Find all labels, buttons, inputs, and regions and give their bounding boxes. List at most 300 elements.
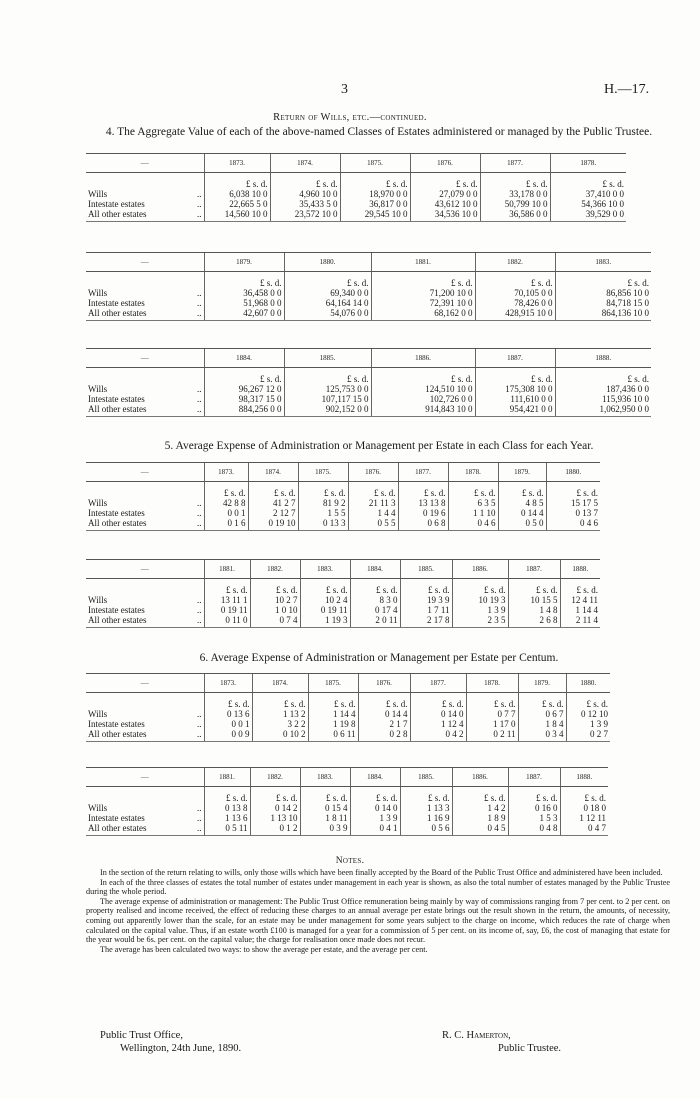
unit-header: £ s. d. <box>560 579 600 595</box>
unit-header: £ s. d. <box>308 693 358 709</box>
leader-dots: .. <box>197 307 202 318</box>
value-cell: 0 13 8 <box>204 803 250 813</box>
unit-header: £ s. d. <box>550 173 626 189</box>
unit-header: £ s. d. <box>371 368 475 384</box>
value-cell: 18,970 0 0 <box>340 189 410 199</box>
unit-header: £ s. d. <box>518 693 566 709</box>
unit-header: £ s. d. <box>400 579 452 595</box>
unit-header: £ s. d. <box>204 482 248 498</box>
year-header-row <box>86 674 610 693</box>
header-dash <box>86 560 204 579</box>
unit-header: £ s. d. <box>204 368 284 384</box>
row-label <box>86 605 204 615</box>
value-cell: 69,340 0 0 <box>284 288 371 298</box>
dash-mark: — <box>140 564 149 573</box>
year-header: 1875. <box>340 154 410 173</box>
value-cell: 175,308 10 0 <box>475 384 555 394</box>
intestate-estates-row <box>86 199 626 209</box>
value-cell: 0 10 2 <box>252 729 308 742</box>
year-header: 1880. <box>546 463 600 482</box>
row-label-text: Intestate estates <box>88 718 145 729</box>
unit-row <box>86 693 610 709</box>
year-header: 1888. <box>555 349 651 368</box>
unit-header: £ s. d. <box>546 482 600 498</box>
row-label <box>86 199 204 209</box>
year-header: 1874. <box>270 154 340 173</box>
notes-body <box>86 868 670 954</box>
value-cell: 6,038 10 0 <box>204 189 270 199</box>
unit-row <box>86 787 608 803</box>
row-label <box>86 508 204 518</box>
value-cell: 78,426 0 0 <box>475 298 555 308</box>
value-cell: 1 13 6 <box>204 813 250 823</box>
value-cell: 27,079 0 0 <box>410 189 480 199</box>
row-label-text: Wills <box>88 383 108 394</box>
value-cell: 428,915 10 0 <box>475 308 555 321</box>
unit-header: £ s. d. <box>204 787 250 803</box>
value-cell: 43,612 10 0 <box>410 199 480 209</box>
row-label <box>86 404 204 417</box>
value-cell: 36,586 0 0 <box>480 209 550 222</box>
value-cell: 42,607 0 0 <box>204 308 284 321</box>
all-other-estates-row <box>86 615 600 628</box>
row-label <box>86 803 204 813</box>
leader-dots: .. <box>197 802 202 813</box>
value-cell: 4 8 5 <box>498 498 546 508</box>
value-cell: 0 3 9 <box>300 823 350 836</box>
value-cell: 98,317 15 0 <box>204 394 284 404</box>
year-header: 1878. <box>550 154 626 173</box>
year-header: 1882. <box>250 768 300 787</box>
row-label-text: All other estates <box>88 822 147 833</box>
value-cell: 1 14 4 <box>308 709 358 719</box>
unit-header: £ s. d. <box>452 579 508 595</box>
value-cell: 1 1 10 <box>448 508 498 518</box>
value-cell: 0 14 4 <box>498 508 546 518</box>
intestate-estates-row <box>86 298 651 308</box>
value-cell: 1 14 4 <box>560 605 600 615</box>
year-header: 1884. <box>204 349 284 368</box>
year-header: 1885. <box>400 768 452 787</box>
unit-label-blank <box>86 272 204 288</box>
unit-header: £ s. d. <box>475 368 555 384</box>
value-cell: 115,936 10 0 <box>555 394 651 404</box>
value-cell: 36,458 0 0 <box>204 288 284 298</box>
value-cell: 0 13 3 <box>298 518 348 531</box>
value-cell: 13 11 1 <box>204 595 250 605</box>
value-cell: 71,200 10 0 <box>371 288 475 298</box>
value-cell: 29,545 10 0 <box>340 209 410 222</box>
unit-header: £ s. d. <box>448 482 498 498</box>
value-cell: 914,843 10 0 <box>371 404 475 417</box>
document-reference: H.—17. <box>604 82 650 97</box>
value-cell: 1 8 11 <box>300 813 350 823</box>
year-header: 1883. <box>300 560 350 579</box>
year-header: 1878. <box>448 463 498 482</box>
value-cell: 54,366 10 0 <box>550 199 626 209</box>
unit-row <box>86 368 651 384</box>
value-cell: 2 1 7 <box>358 719 410 729</box>
value-cell: 8 3 0 <box>350 595 400 605</box>
unit-header: £ s. d. <box>560 787 608 803</box>
value-cell: 884,256 0 0 <box>204 404 284 417</box>
header-dash <box>86 463 204 482</box>
value-cell: 50,799 10 0 <box>480 199 550 209</box>
value-cell: 3 2 2 <box>252 719 308 729</box>
return-table <box>86 153 626 222</box>
unit-row <box>86 272 651 288</box>
value-cell: 0 5 5 <box>348 518 398 531</box>
wills-row <box>86 189 626 199</box>
header-dash <box>86 768 204 787</box>
value-cell: 0 18 0 <box>560 803 608 813</box>
value-cell: 0 3 4 <box>518 729 566 742</box>
value-cell: 37,410 0 0 <box>550 189 626 199</box>
wills-row <box>86 288 651 298</box>
value-cell: 1 8 9 <box>452 813 508 823</box>
value-cell: 81 9 2 <box>298 498 348 508</box>
value-cell: 0 14 0 <box>410 709 466 719</box>
value-cell: 1 13 10 <box>250 813 300 823</box>
value-cell: 70,105 0 0 <box>475 288 555 298</box>
value-cell: 0 6 8 <box>398 518 448 531</box>
value-cell: 4,960 10 0 <box>270 189 340 199</box>
row-label-text: Wills <box>88 594 108 605</box>
value-cell: 0 19 11 <box>204 605 250 615</box>
value-cell: 0 7 7 <box>466 709 518 719</box>
year-header: 1880. <box>284 253 371 272</box>
value-cell: 1 19 8 <box>308 719 358 729</box>
value-cell: 187,436 0 0 <box>555 384 651 394</box>
row-label-text: Intestate estates <box>88 198 145 209</box>
year-header-row <box>86 154 626 173</box>
year-header: 1879. <box>204 253 284 272</box>
value-cell: 0 4 8 <box>508 823 560 836</box>
leader-dots: .. <box>197 287 202 298</box>
year-header: 1886. <box>371 349 475 368</box>
unit-row <box>86 173 626 189</box>
value-cell: 2 11 4 <box>560 615 600 628</box>
all-other-estates-row <box>86 729 610 742</box>
note-paragraph: In each of the three classes of estates the total number of estates under management in each year is shown, as also the total number of estates managed by the Public Trustee during the whole period. <box>86 877 670 897</box>
value-cell: 68,162 0 0 <box>371 308 475 321</box>
value-cell: 124,510 10 0 <box>371 384 475 394</box>
value-cell: 1 19 3 <box>300 615 350 628</box>
value-cell: 14,560 10 0 <box>204 209 270 222</box>
value-cell: 84,718 15 0 <box>555 298 651 308</box>
section-title: 6. Average Expense of Administration or Management per Estate per Centum. <box>199 652 559 664</box>
row-label <box>86 813 204 823</box>
year-header-row <box>86 463 600 482</box>
year-header: 1887. <box>508 560 560 579</box>
leader-dots: .. <box>197 604 202 615</box>
value-cell: 15 17 5 <box>546 498 600 508</box>
unit-header: £ s. d. <box>300 787 350 803</box>
wills-row <box>86 384 651 394</box>
value-cell: 111,610 0 0 <box>475 394 555 404</box>
value-cell: 0 0 1 <box>204 508 248 518</box>
year-header: 1873. <box>204 154 270 173</box>
row-label <box>86 518 204 531</box>
leader-dots: .. <box>197 728 202 739</box>
unit-header: £ s. d. <box>555 368 651 384</box>
value-cell: 0 17 4 <box>350 605 400 615</box>
value-cell: 1,062,950 0 0 <box>555 404 651 417</box>
value-cell: 10 19 3 <box>452 595 508 605</box>
value-cell: 0 13 6 <box>204 709 252 719</box>
year-header: 1875. <box>298 463 348 482</box>
value-cell: 107,117 15 0 <box>284 394 371 404</box>
value-cell: 1 5 3 <box>508 813 560 823</box>
year-header: 1887. <box>475 349 555 368</box>
value-cell: 0 12 10 <box>566 709 610 719</box>
leader-dots: .. <box>197 708 202 719</box>
row-label-text: All other estates <box>88 307 147 318</box>
value-cell: 125,753 0 0 <box>284 384 371 394</box>
year-header: 1885. <box>400 560 452 579</box>
unit-header: £ s. d. <box>508 787 560 803</box>
year-header: 1881. <box>204 768 250 787</box>
value-cell: 0 19 11 <box>300 605 350 615</box>
row-label-text: Intestate estates <box>88 393 145 404</box>
unit-header: £ s. d. <box>204 693 252 709</box>
note-paragraph: The average expense of administration or management: The Public Trust Office remuneration being mainly by way of commissions ranging from 7 per cent. to 2 per cent. on property realised and income received, the effect of reducing these charges to an annual average per estate brings out the result shown in the return, the amounts, of necessity, coming out apparently lower than the scale, for an estate may be under management for some years subject to the charge on income, which reduces the rate of charge when calculated on the capital value. Thus, if an estate worth £100 is managed for a year for a commission of 5 per cent. on its income of, say, £6, the cost of managing that estate for the year would be 6s. per cent. on the capital value; the charge for realisation once made does not recur. <box>86 896 670 945</box>
dash-mark: — <box>140 467 149 476</box>
unit-header: £ s. d. <box>284 368 371 384</box>
year-header: 1878. <box>466 674 518 693</box>
year-header: 1877. <box>410 674 466 693</box>
value-cell: 23,572 10 0 <box>270 209 340 222</box>
leader-dots: .. <box>197 188 202 199</box>
leader-dots: .. <box>197 507 202 518</box>
unit-label-blank <box>86 368 204 384</box>
leader-dots: .. <box>197 297 202 308</box>
intestate-estates-row <box>86 813 608 823</box>
unit-header: £ s. d. <box>350 787 400 803</box>
intestate-estates-row <box>86 719 610 729</box>
dash-mark: — <box>140 158 149 167</box>
year-header: 1882. <box>475 253 555 272</box>
unit-label-blank <box>86 173 204 189</box>
value-cell: 0 11 0 <box>204 615 250 628</box>
value-cell: 6 3 5 <box>448 498 498 508</box>
value-cell: 0 16 0 <box>508 803 560 813</box>
value-cell: 0 5 11 <box>204 823 250 836</box>
all-other-estates-row <box>86 404 651 417</box>
header-dash <box>86 253 204 272</box>
value-cell: 1 17 0 <box>466 719 518 729</box>
value-cell: 0 14 4 <box>358 709 410 719</box>
value-cell: 954,421 0 0 <box>475 404 555 417</box>
unit-label-blank <box>86 787 204 803</box>
row-label-text: All other estates <box>88 208 147 219</box>
row-label <box>86 498 204 508</box>
unit-header: £ s. d. <box>498 482 546 498</box>
row-label <box>86 709 204 719</box>
value-cell: 0 4 5 <box>452 823 508 836</box>
year-header: 1879. <box>518 674 566 693</box>
year-header: 1874. <box>248 463 298 482</box>
note-paragraph: In the section of the return relating to wills, only those wills which have been finally accepted by the Board of the Public Trust Office and administered have been included. <box>100 868 663 877</box>
row-label <box>86 595 204 605</box>
all-other-estates-row <box>86 308 651 321</box>
value-cell: 0 6 7 <box>518 709 566 719</box>
value-cell: 12 4 11 <box>560 595 600 605</box>
row-label <box>86 729 204 742</box>
value-cell: 0 1 2 <box>250 823 300 836</box>
row-label-text: Wills <box>88 188 108 199</box>
leader-dots: .. <box>197 383 202 394</box>
value-cell: 0 7 4 <box>250 615 300 628</box>
value-cell: 34,536 10 0 <box>410 209 480 222</box>
unit-header: £ s. d. <box>452 787 508 803</box>
return-table <box>86 462 600 531</box>
unit-label-blank <box>86 693 204 709</box>
row-label-text: Intestate estates <box>88 297 145 308</box>
return-table <box>86 559 600 628</box>
year-header-row <box>86 768 608 787</box>
year-header-row <box>86 560 600 579</box>
value-cell: 19 3 9 <box>400 595 452 605</box>
wills-row <box>86 709 610 719</box>
signatory-name: R. C. Hamerton, <box>442 1030 511 1041</box>
unit-header: £ s. d. <box>250 787 300 803</box>
dash-mark: — <box>140 772 149 781</box>
unit-header: £ s. d. <box>340 173 410 189</box>
value-cell: 1 5 5 <box>298 508 348 518</box>
value-cell: 10 2 7 <box>250 595 300 605</box>
unit-header: £ s. d. <box>555 272 651 288</box>
year-header: 1874. <box>252 674 308 693</box>
leader-dots: .. <box>197 822 202 833</box>
value-cell: 36,817 0 0 <box>340 199 410 209</box>
signatory-title: Public Trustee. <box>498 1043 562 1054</box>
value-cell: 22,665 5 0 <box>204 199 270 209</box>
unit-header: £ s. d. <box>480 173 550 189</box>
value-cell: 0 19 10 <box>248 518 298 531</box>
return-table <box>86 673 610 742</box>
row-label-text: All other estates <box>88 403 147 414</box>
value-cell: 0 15 4 <box>300 803 350 813</box>
year-header: 1876. <box>358 674 410 693</box>
unit-header: £ s. d. <box>350 579 400 595</box>
value-cell: 1 13 3 <box>400 803 452 813</box>
all-other-estates-row <box>86 209 626 222</box>
unit-header: £ s. d. <box>400 787 452 803</box>
header-dash <box>86 349 204 368</box>
value-cell: 2 12 7 <box>248 508 298 518</box>
value-cell: 0 0 1 <box>204 719 252 729</box>
leader-dots: .. <box>197 594 202 605</box>
value-cell: 54,076 0 0 <box>284 308 371 321</box>
value-cell: 0 4 6 <box>546 518 600 531</box>
place-date: Wellington, 24th June, 1890. <box>120 1043 242 1054</box>
value-cell: 96,267 12 0 <box>204 384 284 394</box>
year-header: 1882. <box>250 560 300 579</box>
year-header: 1873. <box>204 463 248 482</box>
unit-header: £ s. d. <box>358 693 410 709</box>
year-header: 1888. <box>560 560 600 579</box>
value-cell: 21 11 3 <box>348 498 398 508</box>
value-cell: 0 4 1 <box>350 823 400 836</box>
year-header: 1883. <box>300 768 350 787</box>
year-header: 1881. <box>371 253 475 272</box>
value-cell: 0 19 6 <box>398 508 448 518</box>
value-cell: 41 2 7 <box>248 498 298 508</box>
year-header-row <box>86 253 651 272</box>
year-header: 1884. <box>350 560 400 579</box>
unit-header: £ s. d. <box>348 482 398 498</box>
row-label-text: All other estates <box>88 728 147 739</box>
value-cell: 1 3 9 <box>350 813 400 823</box>
row-label <box>86 189 204 199</box>
year-header: 1879. <box>498 463 546 482</box>
row-label-text: All other estates <box>88 614 147 625</box>
return-title: Return of Wills, etc.—continued. <box>273 112 427 123</box>
unit-header: £ s. d. <box>298 482 348 498</box>
value-cell: 0 2 8 <box>358 729 410 742</box>
value-cell: 72,391 10 0 <box>371 298 475 308</box>
leader-dots: .. <box>197 497 202 508</box>
value-cell: 1 3 9 <box>452 605 508 615</box>
header-dash <box>86 154 204 173</box>
row-label-text: Intestate estates <box>88 507 145 518</box>
unit-header: £ s. d. <box>270 173 340 189</box>
row-label <box>86 823 204 836</box>
intestate-estates-row <box>86 394 651 404</box>
value-cell: 1 12 11 <box>560 813 608 823</box>
leader-dots: .. <box>197 812 202 823</box>
unit-header: £ s. d. <box>204 579 250 595</box>
value-cell: 35,433 5 0 <box>270 199 340 209</box>
value-cell: 1 4 4 <box>348 508 398 518</box>
value-cell: 0 4 6 <box>448 518 498 531</box>
value-cell: 13 13 8 <box>398 498 448 508</box>
year-header: 1876. <box>410 154 480 173</box>
value-cell: 10 2 4 <box>300 595 350 605</box>
value-cell: 1 7 11 <box>400 605 452 615</box>
all-other-estates-row <box>86 518 600 531</box>
notes-title: Notes. <box>335 856 365 866</box>
header-dash <box>86 674 204 693</box>
all-other-estates-row <box>86 823 608 836</box>
row-label-text: Intestate estates <box>88 812 145 823</box>
value-cell: 2 3 5 <box>452 615 508 628</box>
row-label-text: All other estates <box>88 517 147 528</box>
year-header: 1877. <box>398 463 448 482</box>
value-cell: 2 0 11 <box>350 615 400 628</box>
value-cell: 0 6 11 <box>308 729 358 742</box>
value-cell: 102,726 0 0 <box>371 394 475 404</box>
row-label <box>86 394 204 404</box>
value-cell: 33,178 0 0 <box>480 189 550 199</box>
year-header: 1876. <box>348 463 398 482</box>
value-cell: 1 13 2 <box>252 709 308 719</box>
row-label <box>86 288 204 298</box>
value-cell: 0 1 6 <box>204 518 248 531</box>
value-cell: 1 3 9 <box>566 719 610 729</box>
intestate-estates-row <box>86 508 600 518</box>
leader-dots: .. <box>197 614 202 625</box>
year-header: 1888. <box>560 768 608 787</box>
leader-dots: .. <box>197 208 202 219</box>
row-label-text: Wills <box>88 497 108 508</box>
value-cell: 51,968 0 0 <box>204 298 284 308</box>
row-label <box>86 308 204 321</box>
value-cell: 1 0 10 <box>250 605 300 615</box>
row-label <box>86 384 204 394</box>
year-header: 1884. <box>350 768 400 787</box>
